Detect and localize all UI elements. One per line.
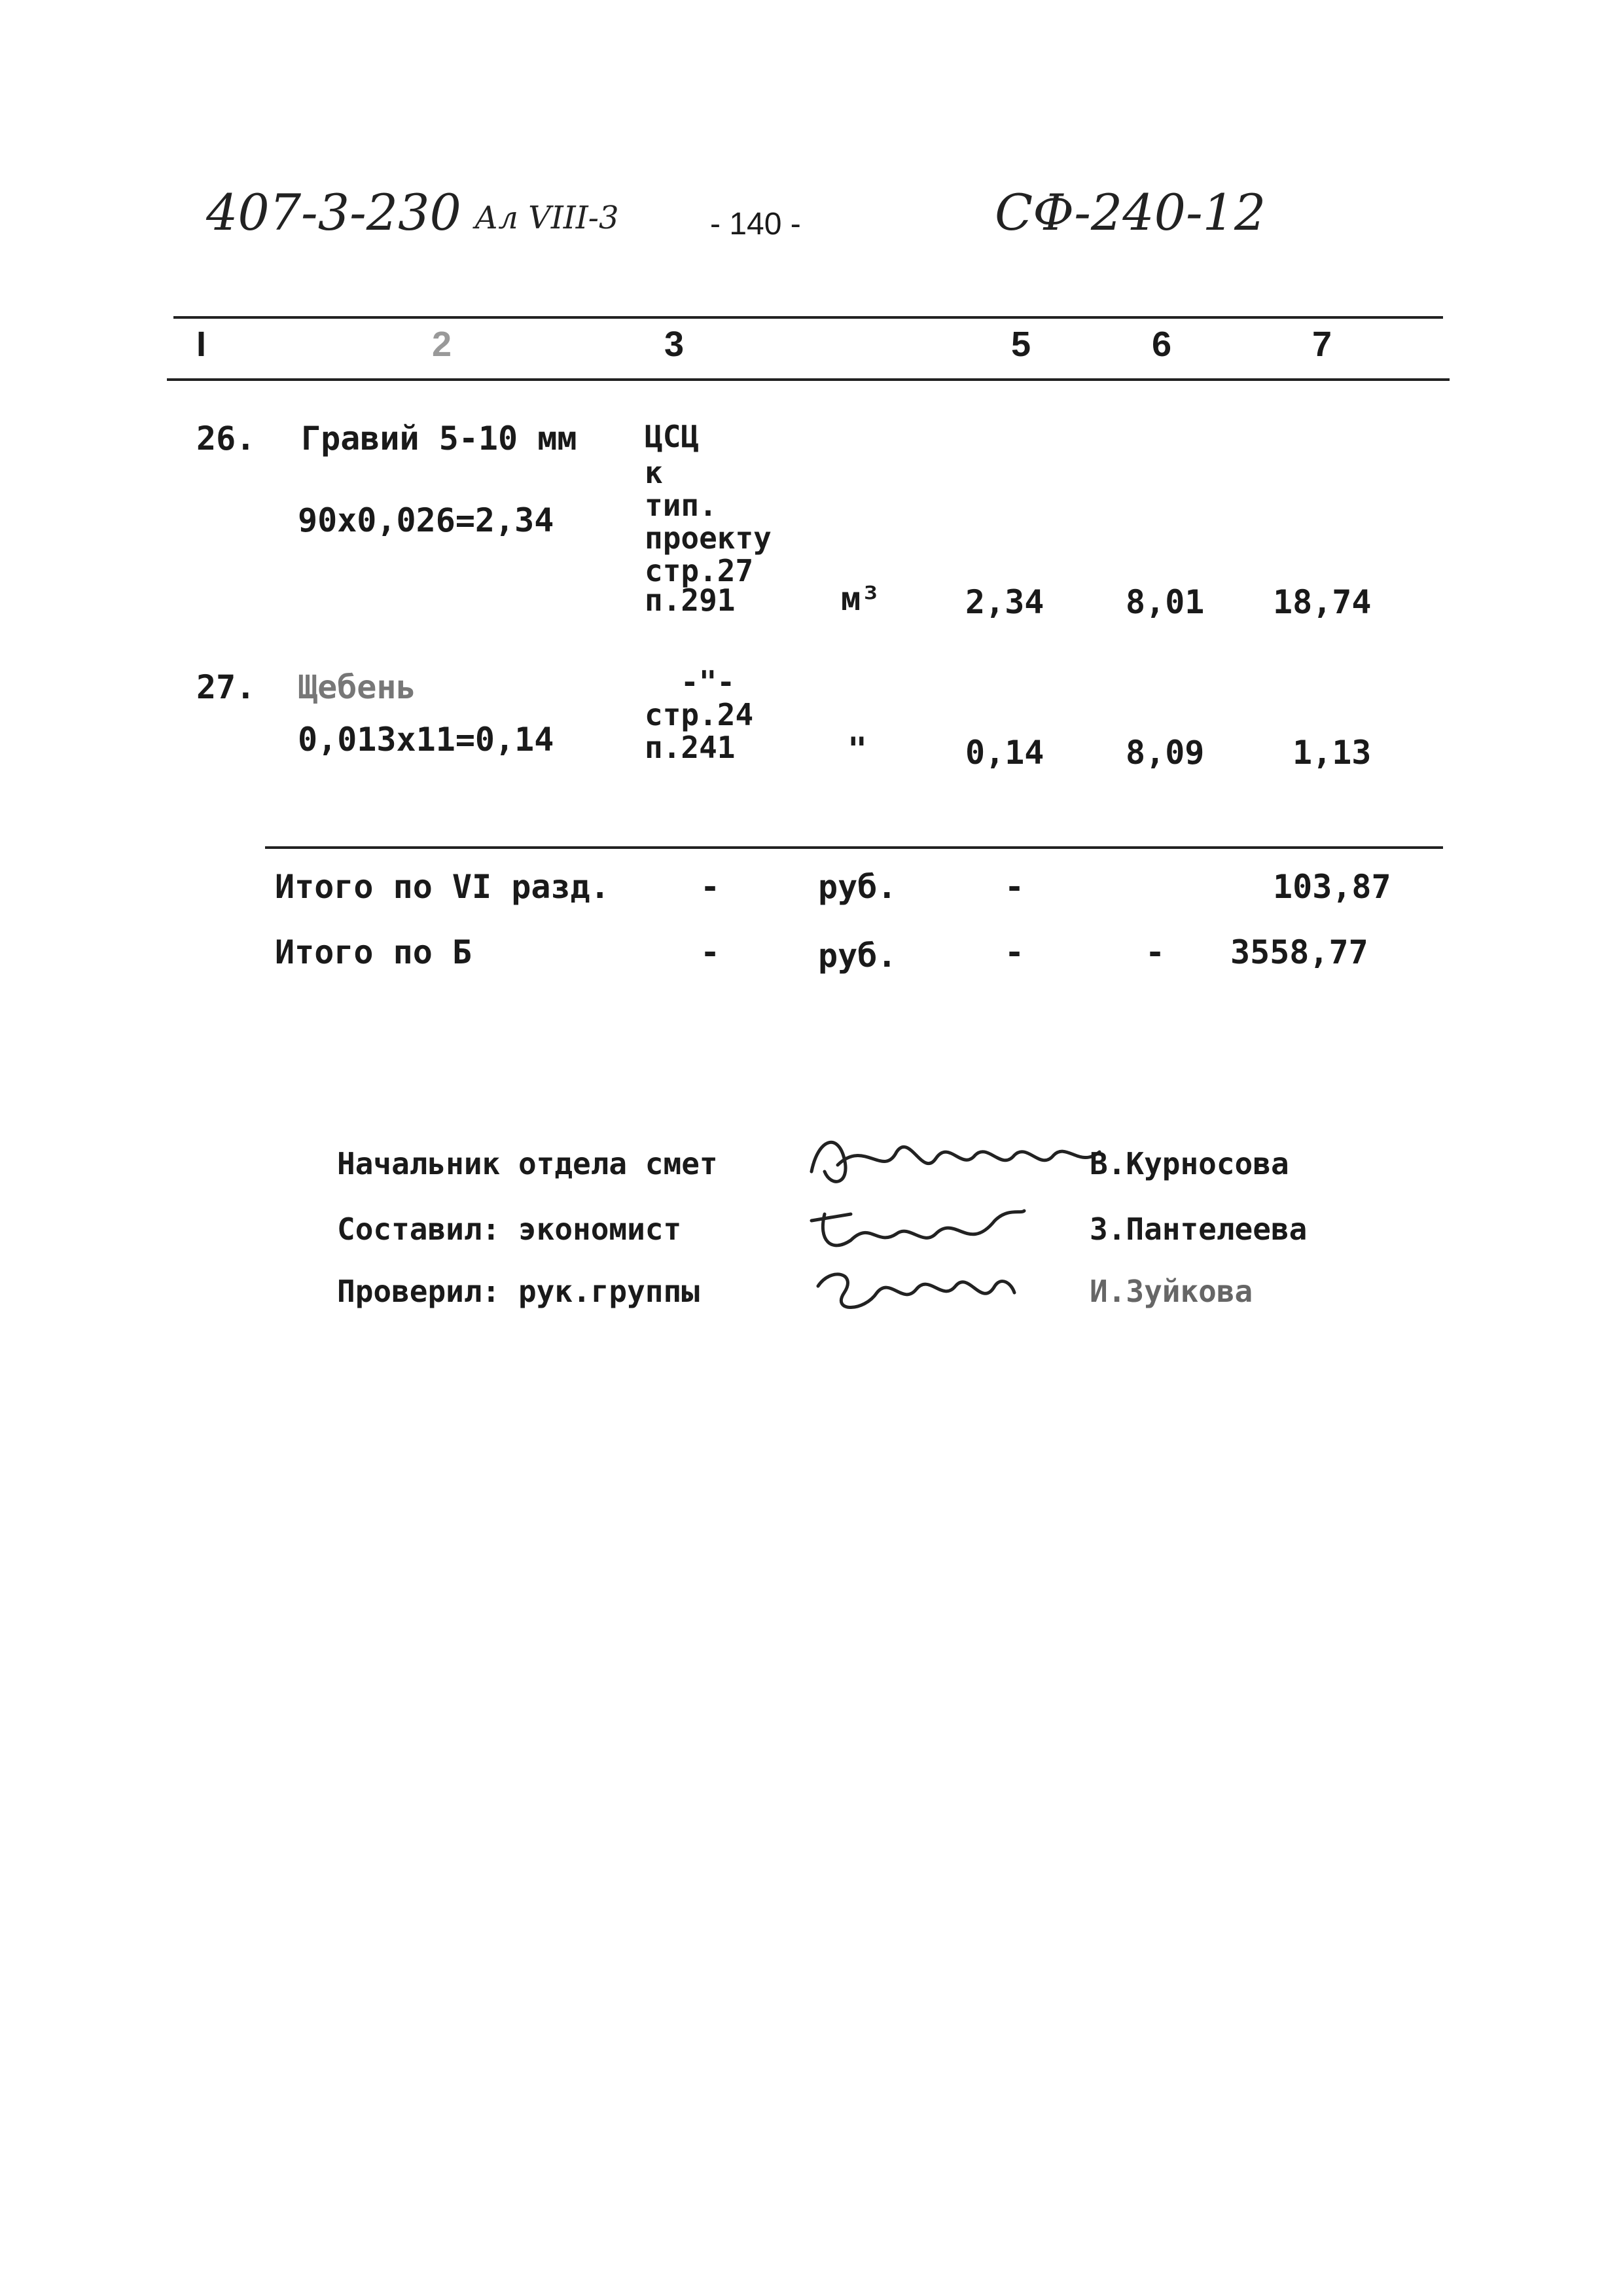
- totals-section-unit: руб.: [818, 868, 897, 906]
- row-26-ref-6: п.291: [645, 583, 736, 618]
- row-26-ref-1: ЦСЦ: [645, 419, 700, 454]
- row-26-ref-4: проекту: [645, 520, 772, 556]
- row-26-quantity: 2,34: [965, 583, 1044, 621]
- row-27-ref-3: п.241: [645, 730, 736, 765]
- row-27-number: 27.: [196, 668, 256, 706]
- page-number: - 140 -: [710, 207, 801, 242]
- totals-b-dash-1: -: [700, 933, 721, 971]
- totals-section-dash-1: -: [700, 868, 721, 906]
- row-26-formula: 90х0,026=2,34: [298, 501, 554, 539]
- row-26-ref-2: к: [645, 455, 663, 490]
- row-27-ref-1: -"-: [681, 664, 736, 700]
- column-header-1: I: [196, 325, 207, 364]
- totals-rule: [265, 846, 1443, 849]
- row-26-unit: м³: [841, 580, 881, 618]
- row-26-name: Гравий 5-10 мм: [301, 420, 577, 457]
- album-label: Ал VIII-3: [474, 200, 619, 236]
- totals-section-dash-2: -: [1005, 868, 1025, 906]
- totals-b-dash-3: -: [1145, 933, 1166, 971]
- signature-role-1: Начальник отдела смет: [337, 1146, 718, 1181]
- row-26-ref-5: стр.27: [645, 553, 754, 588]
- signature-scribble-3: [805, 1253, 1027, 1332]
- column-header-3: 3: [664, 325, 685, 364]
- sheet-code: СФ-240-12: [995, 183, 1266, 242]
- totals-b-value: 3558,77: [1230, 933, 1368, 971]
- row-26-total: 18,74: [1273, 583, 1372, 621]
- signature-role-3: Проверил: рук.группы: [337, 1274, 700, 1309]
- row-26-ref-3: тип.: [645, 488, 717, 523]
- column-header-2: 2: [432, 325, 452, 364]
- row-26-number: 26.: [196, 420, 256, 457]
- totals-section-value: 103,87: [1273, 868, 1391, 906]
- column-header-7: 7: [1312, 325, 1332, 364]
- row-27-ref-2: стр.24: [645, 697, 754, 732]
- signature-scribble-1: [798, 1126, 1119, 1198]
- totals-b-dash-2: -: [1005, 933, 1025, 971]
- signature-name-2: З.Пантелеева: [1090, 1211, 1308, 1247]
- column-header-5: 5: [1011, 325, 1031, 364]
- totals-b-label: Итого по Б: [275, 933, 473, 971]
- row-27-name: Щебень: [298, 668, 416, 706]
- signature-name-3: И.Зуйкова: [1090, 1274, 1253, 1309]
- column-header-6: 6: [1152, 325, 1172, 364]
- signature-name-1: В.Курносова: [1090, 1146, 1289, 1181]
- table-header-rule: [167, 378, 1450, 381]
- totals-section-label: Итого по VI разд.: [275, 868, 610, 906]
- row-26-price: 8,01: [1126, 583, 1205, 621]
- totals-b-unit: руб.: [818, 937, 897, 975]
- document-code: 407-3-230: [206, 183, 461, 242]
- row-27-formula: 0,013х11=0,14: [298, 721, 554, 759]
- row-27-quantity: 0,14: [965, 734, 1044, 772]
- row-27-unit: ": [847, 730, 868, 768]
- table-top-rule: [173, 316, 1443, 319]
- row-27-price: 8,09: [1126, 734, 1205, 772]
- row-27-total: 1,13: [1293, 734, 1372, 772]
- signature-role-2: Составил: экономист: [337, 1211, 682, 1247]
